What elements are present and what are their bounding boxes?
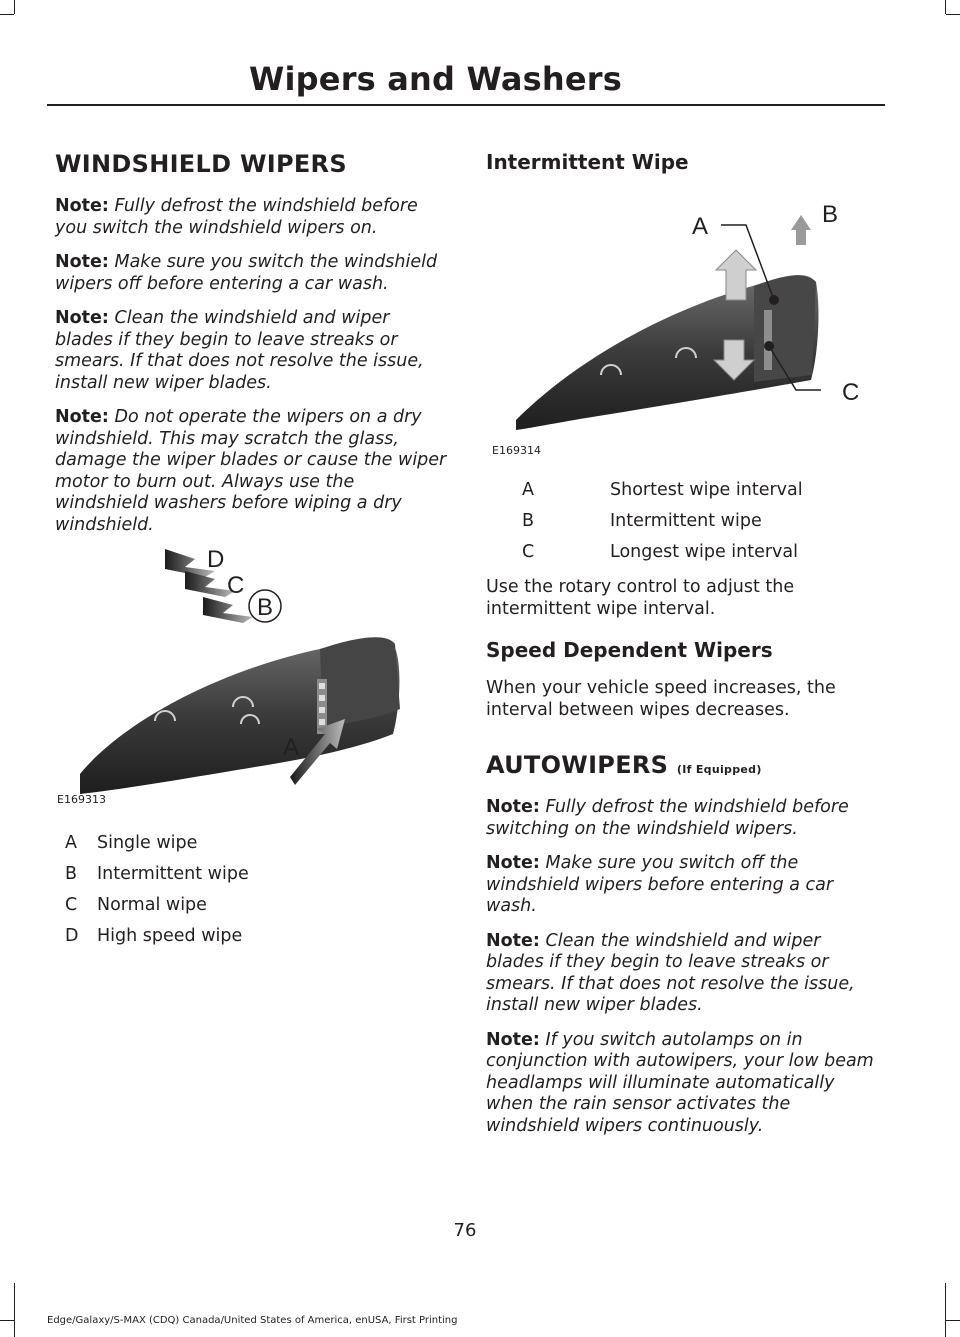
figure-id: E169313 <box>57 793 106 806</box>
rotary-text: Use the rotary control to adjust the intermittent wipe interval. <box>486 577 795 619</box>
note: Note: If you switch autolamps on in conjunction with autowipers, your low beam headlamps will illuminate automatically when the rain sensor activates the windshield wipers continuously. <box>486 1029 874 1136</box>
wiper-stalk-figure <box>55 549 405 809</box>
crop-mark <box>14 1283 15 1337</box>
figure-id: E169314 <box>492 444 541 457</box>
legend-row: A Shortest wipe interval <box>522 480 803 500</box>
left-column <box>55 150 450 957</box>
callout-b: B <box>257 594 274 621</box>
crop-mark <box>0 14 14 15</box>
if-equipped-tag: (If Equipped) <box>676 763 762 776</box>
wiper-stalk-illustration <box>55 549 405 809</box>
crop-mark <box>945 1283 946 1337</box>
callout-a: A <box>283 734 300 761</box>
legend-row: B Intermittent wipe <box>522 511 762 531</box>
crop-mark <box>14 0 15 14</box>
callout-d: D <box>207 549 225 573</box>
crop-mark <box>0 1320 14 1321</box>
footer-text: Edge/Galaxy/S-MAX (CDQ) Canada/United States of America, enUSA, First Printing <box>47 1315 458 1326</box>
callout-b: B <box>822 201 839 228</box>
callout-c: C <box>227 572 245 599</box>
section-title-windshield-wipers: WINDSHIELD WIPERS <box>55 150 347 178</box>
callout-a: A <box>692 213 709 240</box>
note: Note: Make sure you switch the windshield wipers off before entering a car wash. <box>55 252 438 294</box>
legend-row: D High speed wipe <box>65 926 243 946</box>
crop-mark <box>946 1320 960 1321</box>
legend-left <box>55 833 450 947</box>
header-divider <box>47 104 885 106</box>
note: Note: Clean the windshield and wiper blades if they begin to leave streaks or smears. If that does not resolve the issue, install new wiper blades. <box>486 930 855 1015</box>
intermittent-stalk-figure <box>486 190 866 460</box>
crop-mark <box>945 0 946 14</box>
legend-row: C Normal wipe <box>65 895 207 915</box>
crop-mark <box>946 14 960 15</box>
note: Note: Fully defrost the windshield before switching on the windshield wipers. <box>486 797 849 839</box>
legend-row: C Longest wipe interval <box>522 542 798 562</box>
section-title-autowipers: AUTOWIPERS (If Equipped) <box>486 751 762 779</box>
note: Note: Do not operate the wipers on a dry windshield. This may scratch the glass, damage the wiper blades or cause the wiper motor to burn out. Always use the windshield washers before wiping a dry windshield. <box>55 407 447 535</box>
subsection-title-speed-dependent: Speed Dependent Wipers <box>486 638 773 662</box>
legend-right <box>486 480 881 563</box>
intermittent-stalk-illustration <box>486 190 866 460</box>
legend-row: A Single wipe <box>65 833 198 853</box>
right-column <box>486 150 881 1150</box>
page-number: 76 <box>453 1220 477 1241</box>
note: Note: Make sure you switch off the windshield wipers before entering a car wash. <box>486 853 834 916</box>
page-header-title: Wipers and Washers <box>249 60 622 98</box>
speed-text: When your vehicle speed increases, the interval between wipes decreases. <box>486 678 836 720</box>
callout-c: C <box>842 379 860 406</box>
note: Note: Fully defrost the windshield before you switch the windshield wipers on. <box>55 196 418 238</box>
legend-row: B Intermittent wipe <box>65 864 249 884</box>
subsection-title-intermittent-wipe: Intermittent Wipe <box>486 150 689 174</box>
note: Note: Clean the windshield and wiper blades if they begin to leave streaks or smears. If that does not resolve the issue, install new wiper blades. <box>55 308 424 393</box>
